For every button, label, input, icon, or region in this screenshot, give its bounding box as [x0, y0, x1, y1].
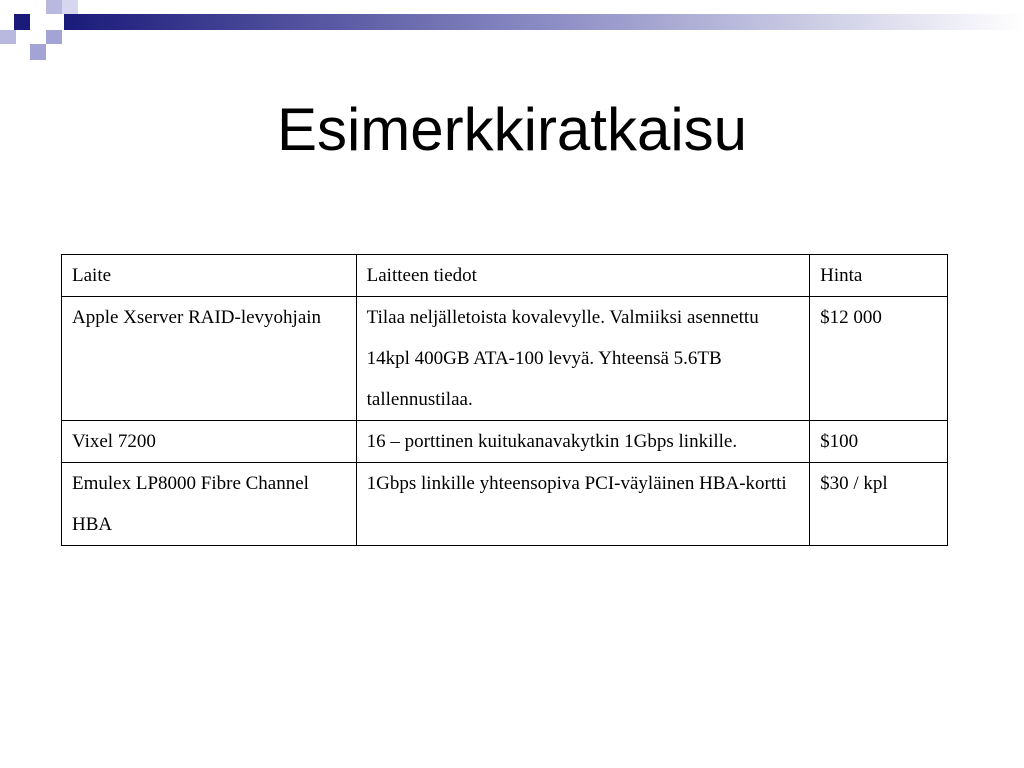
details-cell: 1Gbps linkille yhteensopiva PCI-väyläinen HBA-kortti	[356, 463, 809, 546]
details-cell: 16 – porttinen kuitukanavakytkin 1Gbps linkille.	[356, 421, 809, 463]
deco-square-navy	[14, 14, 30, 30]
header-cell-price: Hinta	[810, 255, 948, 297]
device-cell: Apple Xserver RAID-levyohjain	[62, 297, 357, 421]
deco-square-lavender	[62, 0, 78, 14]
device-cell: Vixel 7200	[62, 421, 357, 463]
deco-square-lavender	[30, 44, 46, 60]
header-decoration	[0, 0, 1024, 64]
table-row	[62, 421, 948, 463]
table-row	[62, 297, 948, 421]
gradient-band	[64, 14, 1024, 30]
price-cell: $100	[810, 421, 948, 463]
equipment-table	[61, 254, 948, 546]
device-cell: Emulex LP8000 Fibre Channel HBA	[62, 463, 357, 546]
deco-square-lavender	[0, 30, 16, 44]
details-cell: Tilaa neljälletoista kovalevylle. Valmiiksi asennettu 14kpl 400GB ATA-100 levyä. Yhteensä 5.6TB tallennustilaa.	[356, 297, 809, 421]
deco-square-lavender	[46, 0, 62, 14]
price-cell: $30 / kpl	[810, 463, 948, 546]
table-row	[62, 463, 948, 546]
table-header-row	[62, 255, 948, 297]
header-cell-device: Laite	[62, 255, 357, 297]
header-cell-details: Laitteen tiedot	[356, 255, 809, 297]
deco-square-lavender	[30, 14, 46, 30]
slide-title: Esimerkkiratkaisu	[276, 96, 748, 163]
deco-square-lavender	[46, 30, 62, 44]
price-cell: $12 000	[810, 297, 948, 421]
